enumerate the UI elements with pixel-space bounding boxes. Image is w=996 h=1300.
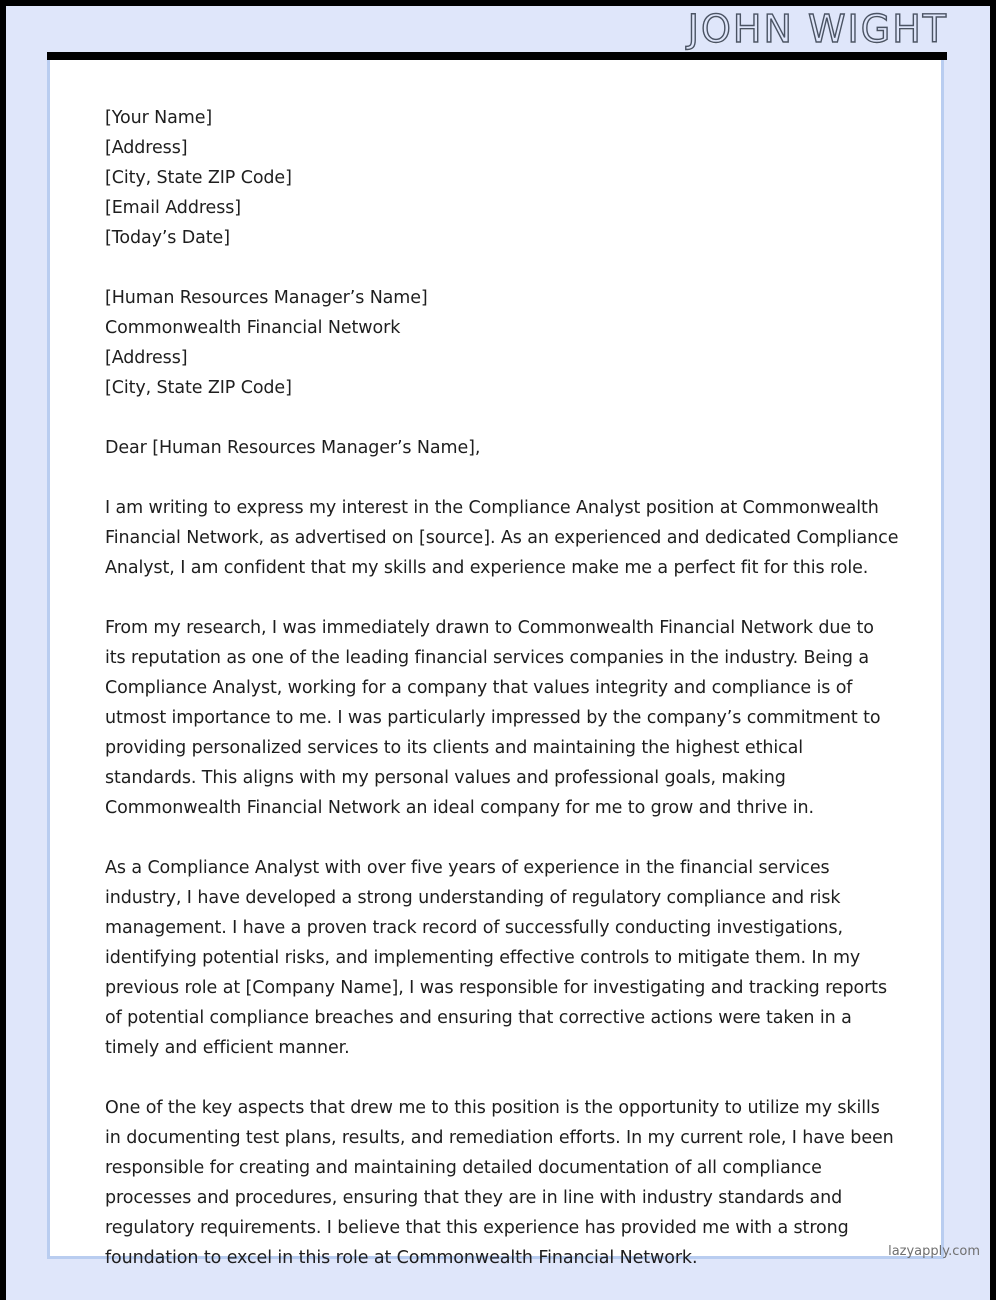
recipient-address-line: [Human Resources Manager’s Name] <box>105 288 428 308</box>
sender-address-line: [Address] <box>105 138 188 158</box>
recipient-address-line: [Address] <box>105 348 188 368</box>
sender-address-line: [Email Address] <box>105 198 241 218</box>
letter-paragraph: One of the key aspects that drew me to this position is the opportunity to utilize my skills in documenting test plans, results, and remediation efforts. In my current role, I have been responsible for creating and maintaining detailed documentation of all compliance processes and procedures, ensuring that they are in line with industry standards and regulatory requirements. I believe that this experience has provided me with a strong foundation to excel in this role at Commonwealth Financial Network. <box>105 1098 894 1268</box>
sender-address-line: [Your Name] <box>105 108 213 128</box>
letter-body <box>105 103 899 1273</box>
letter-page-sheet <box>47 60 944 1268</box>
applicant-name-heading: JOHN WIGHT <box>687 7 948 51</box>
sender-address-block <box>105 103 899 253</box>
letter-header <box>6 6 990 52</box>
sender-address-line: [City, State ZIP Code] <box>105 168 292 188</box>
letter-paragraph: I am writing to express my interest in the Compliance Analyst position at Commonwealth Financial Network, as advertised on [source]. As an experienced and dedicated Compliance Analyst, I am confident that my skills and experience make me a perfect fit for this role. <box>105 498 899 578</box>
recipient-address-line: Commonwealth Financial Network <box>105 318 401 338</box>
header-divider-rule <box>47 52 947 60</box>
recipient-address-block <box>105 283 899 403</box>
sender-address-line: [Today’s Date] <box>105 228 230 248</box>
salutation-line: Dear [Human Resources Manager’s Name], <box>105 438 481 458</box>
watermark-label: lazyapply.com <box>888 1244 980 1259</box>
letter-paragraph: As a Compliance Analyst with over five years of experience in the financial services industry, I have developed a strong understanding of regulatory compliance and risk management. I have a proven track record of successfully conducting investigations, identifying potential risks, and implementing effective controls to mitigate them. In my previous role at [Company Name], I was responsible for investigating and tracking reports of potential compliance breaches and ensuring that corrective actions were taken in a timely and efficient manner. <box>105 858 887 1058</box>
recipient-address-line: [City, State ZIP Code] <box>105 378 292 398</box>
letter-paragraph: From my research, I was immediately drawn to Commonwealth Financial Network due to its reputation as one of the leading financial services companies in the industry. Being a Compliance Analyst, working for a company that values integrity and compliance is of utmost importance to me. I was particularly impressed by the company’s commitment to providing personalized services to its clients and maintaining the highest ethical standards. This aligns with my personal values and professional goals, making Commonwealth Financial Network an ideal company for me to grow and thrive in. <box>105 618 881 818</box>
